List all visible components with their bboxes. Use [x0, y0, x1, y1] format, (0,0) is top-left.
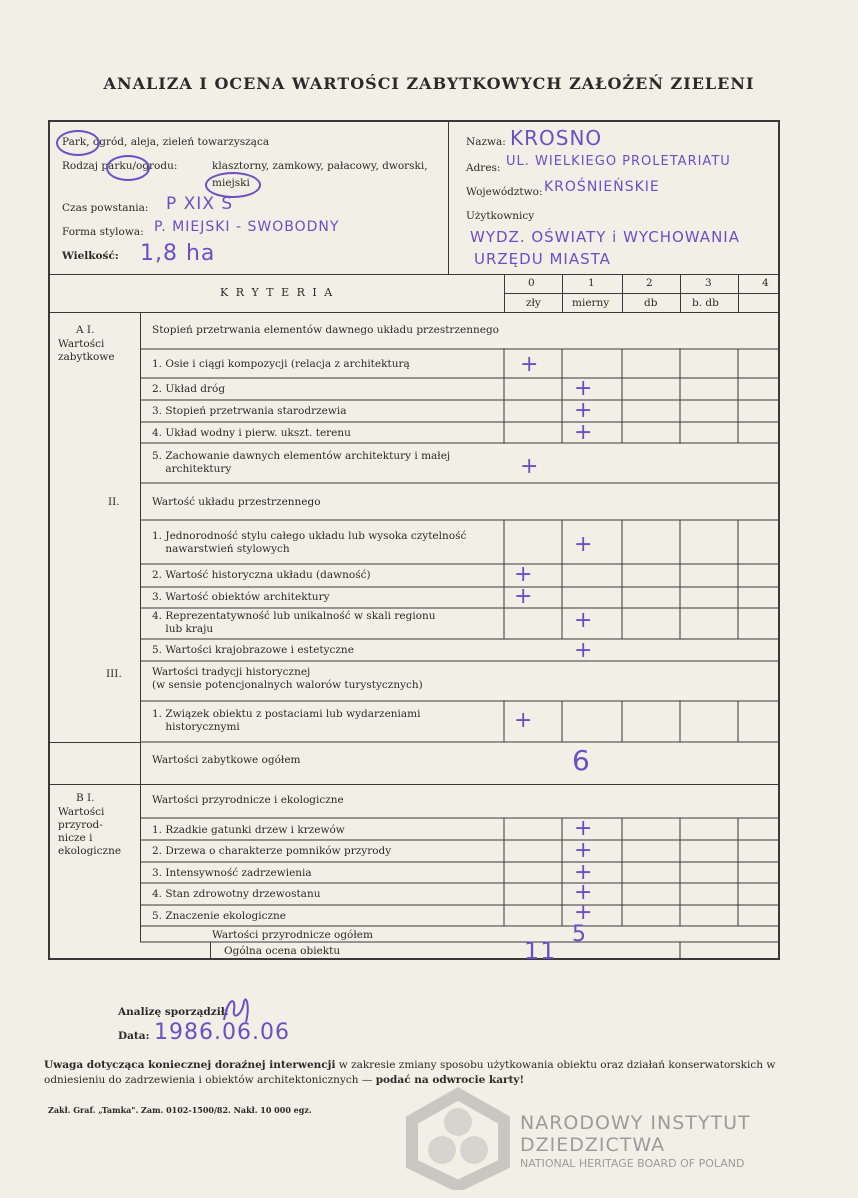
heading-tradycja-a: Wartości tradycji historycznej	[152, 666, 311, 678]
nazwa-label: Nazwa:	[466, 136, 506, 148]
mark-reprezentatywnosc: +	[574, 608, 593, 633]
heading-tradycja-b: (w sensie potencjonalnych walorów turystycznych)	[152, 679, 423, 691]
czas-label: Czas powstania:	[62, 202, 149, 214]
mark-uklad-wodny: +	[574, 420, 593, 445]
ogolna-ocena-label: Ogólna ocena obiektu	[224, 945, 341, 957]
row-rzadkie: 1. Rzadkie gatunki drzew i krzewów	[152, 824, 345, 836]
row-jednorodnosc-b: nawarstwień stylowych	[152, 543, 290, 555]
uzytkownicy-label: Użytkownicy	[466, 210, 535, 222]
print-info: Zakł. Graf. „Tamka". Zam. 0102-1500/82. Nakł. 10 000 egz.	[48, 1105, 312, 1115]
row-ekologiczne: 5. Znaczenie ekologiczne	[152, 910, 287, 922]
mark-obiekty-arch: +	[514, 584, 533, 609]
row-intensywnosc: 3. Intensywność zadrzewienia	[152, 867, 312, 879]
circle-parku	[106, 155, 150, 181]
row-krajobraz: 5. Wartości krajobrazowe i estetyczne	[152, 644, 354, 656]
czas-value: P XIX S	[166, 194, 234, 214]
row-historyczna: 2. Wartość historyczna układu (dawność)	[152, 569, 371, 581]
mark-historyczna: +	[514, 562, 533, 587]
type-options: klasztorny, zamkowy, pałacowy, dworski,	[212, 160, 428, 172]
adres-value: UL. WIELKIEGO PROLETARIATU	[506, 154, 731, 169]
watermark-text	[520, 1112, 751, 1172]
mark-stan-zdrowotny: +	[574, 880, 593, 905]
row-jednorodnosc-a: 1. Jednorodność stylu całego układu lub wysoka czytelność	[152, 530, 467, 542]
watermark-line-1: NARODOWY INSTYTUT	[520, 1112, 751, 1134]
forma-label: Forma stylowa:	[62, 226, 144, 238]
note-bold: Uwaga dotycząca koniecznej doraźnej interwencji	[44, 1059, 336, 1071]
heading-stopien: Stopień przetrwania elementów dawnego układu przestrzennego	[152, 324, 499, 336]
heading-wartosc-ukladu: Wartość układu przestrzennego	[152, 496, 321, 508]
row-obiekty-arch: 3. Wartość obiektów architektury	[152, 591, 330, 603]
type-label-1: Park, ogród, aleja, zieleń towarzysząca	[62, 136, 270, 148]
section-b-title: Wartości przyrod- nicze i ekologiczne	[58, 806, 122, 857]
wielkosc-label: Wielkość:	[62, 250, 119, 262]
col-2-number: 2	[646, 277, 653, 289]
section-iii-label: III.	[106, 668, 122, 680]
mark-krajobraz: +	[574, 638, 593, 663]
nid-logo-icon	[400, 1086, 516, 1190]
wojewodztwo-value: KROŚNIEŃSKIE	[544, 179, 660, 195]
col-3-number: 3	[705, 277, 712, 289]
mark-zwiazek: +	[514, 708, 533, 733]
total-zabytkowe-value: 6	[572, 744, 591, 777]
row-uklad-drog: 2. Układ dróg	[152, 383, 226, 395]
col-1-label: mierny	[572, 297, 610, 309]
row-starodrzew: 3. Stopień przetrwania starodrzewia	[152, 405, 347, 417]
ogolna-ocena-value: 11	[524, 937, 557, 965]
section-b-label: B I.	[76, 792, 95, 804]
row-zwiazek-b: historycznymi	[152, 721, 240, 733]
mark-pomniki: +	[574, 838, 593, 863]
form-title: ANALIZA I OCENA WARTOŚCI ZABYTKOWYCH ZAŁOŻEŃ ZIELENI	[103, 74, 755, 93]
watermark-line-2: DZIEDZICTWA	[520, 1134, 666, 1156]
row-osie: 1. Osie i ciągi kompozycji (relacja z architekturą	[152, 358, 410, 370]
mark-starodrzew: +	[574, 398, 593, 423]
mark-osie: +	[520, 352, 539, 377]
row-pomniki: 2. Drzewa o charakterze pomników przyrody	[152, 845, 392, 857]
section-a-label: A I.	[76, 324, 95, 336]
wielkosc-value: 1,8 ha	[140, 241, 216, 266]
row-reprezentatywnosc-a: 4. Reprezentatywność lub unikalność w skali regionu	[152, 610, 436, 622]
data-label: Data:	[118, 1030, 150, 1042]
mark-uklad-drog: +	[574, 376, 593, 401]
wojewodztwo-label: Województwo:	[466, 186, 543, 198]
row-architektura-a: 5. Zachowanie dawnych elementów architektury i małej	[152, 450, 451, 462]
heading-przyrodnicze: Wartości przyrodnicze i ekologiczne	[152, 794, 344, 806]
nazwa-value: KROSNO	[510, 126, 603, 150]
type-option-miejski: miejski	[212, 177, 250, 189]
form-frame	[48, 120, 780, 965]
col-0-number: 0	[528, 277, 535, 289]
section-ii-label: II.	[108, 496, 120, 508]
col-2-label: db	[644, 297, 658, 309]
section-a-title: Wartości zabytkowe	[58, 338, 115, 363]
mark-jednorodnosc: +	[574, 532, 593, 557]
total-przyrodnicze-value: 5	[572, 922, 587, 947]
row-uklad-wodny: 4. Układ wodny i pierw. ukszt. terenu	[152, 427, 351, 439]
col-1-number: 1	[588, 277, 595, 289]
mark-rzadkie: +	[574, 816, 593, 841]
mark-ekologiczne: +	[574, 900, 593, 925]
forma-value: P. MIEJSKI - SWOBODNY	[154, 219, 340, 235]
total-zabytkowe-label: Wartości zabytkowe ogółem	[152, 754, 301, 766]
data-value: 1986.06.06	[154, 1020, 290, 1045]
row-architektura-b: architektury	[152, 463, 232, 475]
note-rest: w zakresie zmiany sposobu użytkowania obiektu oraz działań konserwatorskich w odniesieniu do zadrzewienia i obiektów architektonicznych —	[44, 1059, 776, 1086]
analize-label: Analizę sporządził:	[118, 1006, 229, 1018]
note-end: podać na odwrocie karty!	[375, 1074, 525, 1086]
uzytkownicy-value-1: WYDZ. OŚWIATY i WYCHOWANIA	[470, 228, 740, 246]
mark-intensywnosc: +	[574, 860, 593, 885]
uzytkownicy-value-2: URZĘDU MIASTA	[474, 250, 611, 268]
row-zwiazek-a: 1. Związek obiektu z postaciami lub wydarzeniami	[152, 708, 421, 720]
row-stan-zdrowotny: 4. Stan zdrowotny drzewostanu	[152, 888, 321, 900]
watermark-line-3: NATIONAL HERITAGE BOARD OF POLAND	[520, 1157, 745, 1170]
total-przyrodnicze-label: Wartości przyrodnicze ogółem	[212, 929, 373, 941]
adres-label: Adres:	[466, 162, 501, 174]
row-reprezentatywnosc-b: lub kraju	[152, 623, 214, 635]
mark-architektura: +	[520, 454, 539, 479]
type-label-2: Rodzaj parku/ogrodu:	[62, 160, 178, 172]
col-0-label: zły	[526, 297, 541, 309]
col-3-label: b. db	[692, 297, 719, 309]
intervention-note	[44, 1058, 824, 1088]
col-4-number: 4	[762, 277, 769, 289]
circle-park	[56, 130, 100, 156]
kryteria-header: K R Y T E R I A	[220, 286, 335, 299]
